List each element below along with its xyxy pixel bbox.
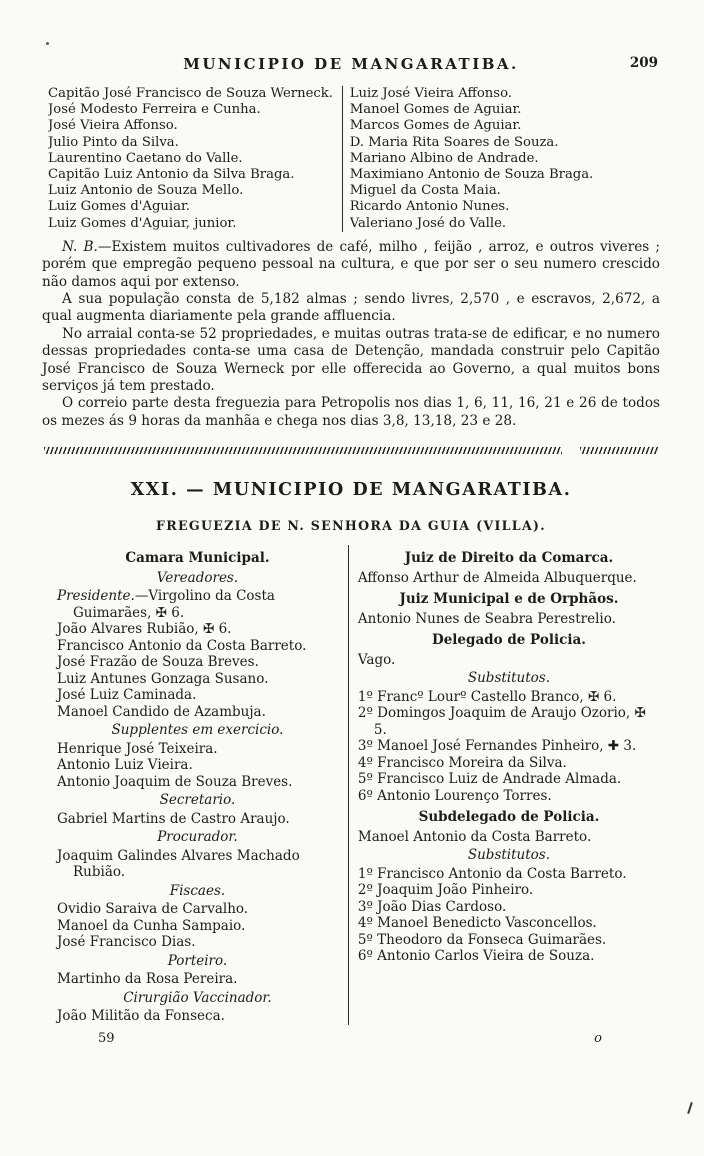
list-item: José Francisco Dias.: [57, 934, 196, 951]
heading: Subdelegado de Policia.: [418, 809, 600, 826]
paragraph: A sua população consta de 5,182 almas ; sendo livres, 2,570 , e escravos, 2,672, a qual augmenta diariamente pela grande affluencia.: [42, 291, 660, 325]
list-item: 2º Domingos Joaquim de Araujo Ozorio, ✠ 5.: [357, 705, 646, 738]
list-item: Manoel da Cunha Sampaio.: [57, 917, 246, 934]
subheading: Fiscaes.: [169, 882, 226, 899]
section-title: XXI. — MUNICIPIO DE MANGARATIBA.: [130, 480, 572, 501]
section-subtitle: FREGUEZIA DE N. SENHORA DA GUIA (VILLA).: [156, 518, 546, 534]
list-item: Capitão Luiz Antonio da Silva Braga.: [48, 167, 295, 183]
list-item: Martinho da Rosa Pereira.: [57, 971, 238, 988]
list-item: Joaquim Galindes Alvares Machado Rubião.: [57, 847, 300, 881]
page-number: 209: [629, 55, 658, 71]
running-title: MUNICIPIO DE MANGARATIBA.: [183, 55, 519, 73]
list-item: Presidente.—Virgolino da Costa Guimarães, ✠ 6.: [57, 588, 275, 621]
subheading: Substitutos.: [467, 847, 551, 864]
directory-columns: [42, 545, 660, 1025]
list-item: Luiz Antunes Gonzaga Susano.: [57, 670, 269, 687]
italic-lead: Presidente.: [57, 588, 135, 605]
list-item: Affonso Arthur de Almeida Albuquerque.: [357, 569, 637, 586]
top-list-right: [342, 86, 660, 232]
column-left: [42, 545, 348, 1025]
body-paragraphs: [42, 239, 660, 430]
subheading: Cirurgião Vaccinador.: [123, 989, 272, 1006]
list-item: Luiz Antonio de Souza Mello.: [48, 183, 244, 199]
list-item: Miguel da Costa Maia.: [349, 183, 501, 199]
list-item: Antonio Nunes de Seabra Perestrelio.: [357, 610, 616, 627]
list-item: 6º Antonio Lourenço Torres.: [357, 787, 552, 804]
subheading: Porteiro.: [167, 952, 228, 969]
paragraph: O correio parte desta freguezia para Petropolis nos dias 1, 6, 11, 16, 21 e 26 de todos os mezes ás 9 horas da manhãa e chega nos dias 3,8, 13,18, 23 e 28.: [42, 395, 660, 429]
list-item: Henrique José Teixeira.: [57, 740, 218, 757]
list-item: 5º Theodoro da Fonseca Guimarães.: [357, 931, 607, 948]
list-item: Julio Pinto da Silva.: [48, 134, 179, 150]
list-item: João Militão da Fonseca.: [57, 1008, 225, 1025]
list-item: Luiz Gomes d'Aguiar, junior.: [48, 215, 237, 231]
list-item: João Alvares Rubião, ✠ 6.: [57, 621, 232, 638]
list-item: 5º Francisco Luiz de Andrade Almada.: [357, 771, 622, 788]
subheading: Supplentes em exercicio.: [111, 722, 284, 739]
list-item: Maximiano Antonio de Souza Braga.: [349, 167, 594, 183]
list-item: Luiz José Vieira Affonso.: [349, 86, 512, 101]
list-item: Marcos Gomes de Aguiar.: [349, 118, 522, 134]
list-item: Vago.: [357, 651, 396, 668]
list-item: Antonio Joaquim de Souza Breves.: [57, 773, 293, 790]
list-item: Ovidio Saraiva de Carvalho.: [57, 901, 249, 918]
list-item: Manoel Antonio da Costa Barreto.: [357, 828, 592, 845]
residents-list: [42, 86, 660, 232]
divider-squiggle-short: [580, 447, 658, 454]
column-right: [348, 545, 660, 1025]
list-item: José Frazão de Souza Breves.: [57, 654, 259, 671]
subheading: Vereadores.: [156, 569, 239, 586]
list-item: Capitão José Francisco de Souza Werneck.: [48, 86, 333, 101]
list-item: D. Maria Rita Soares de Souza.: [349, 134, 559, 150]
list-item: Francisco Antonio da Costa Barreto.: [57, 637, 307, 654]
list-item: José Modesto Ferreira e Cunha.: [48, 102, 261, 118]
list-item: Antonio Luiz Vieira.: [57, 757, 193, 774]
catchword: o: [594, 1030, 602, 1046]
italic-lead: N. B.: [62, 238, 98, 255]
subheading: Secretario.: [159, 792, 236, 809]
heading: Juiz de Direito da Comarca.: [404, 550, 614, 567]
list-item: 1º Francº Lourº Castello Branco, ✠ 6.: [357, 688, 617, 705]
section-divider: [44, 447, 658, 454]
list-item: 6º Antonio Carlos Vieira de Souza.: [357, 948, 595, 965]
list-item: Manoel Gomes de Aguiar.: [349, 102, 522, 118]
list-item: José Vieira Affonso.: [48, 118, 178, 134]
heading: Juiz Municipal e de Orphãos.: [399, 591, 619, 608]
list-item: José Luiz Caminada.: [57, 687, 197, 704]
top-list-left: [42, 86, 342, 232]
list-item: 2º Joaquim João Pinheiro.: [357, 882, 534, 899]
list-item: 1º Francisco Antonio da Costa Barreto.: [357, 865, 627, 882]
paragraph: N. B.—Existem muitos cultivadores de café, milho , feijão , arroz, e outros viveres ; porém que empregão pequeno pessoal na cultura, e que por ser o seu numero crescido não damos aqui por extenso.: [42, 238, 661, 290]
list-item: 3º João Dias Cardoso.: [357, 898, 507, 915]
list-item: Luiz Gomes d'Aguiar.: [48, 199, 191, 215]
scan-speck-slash: [687, 1102, 693, 1114]
list-item: Laurentino Caetano do Valle.: [48, 150, 243, 166]
list-item: Manoel Candido de Azambuja.: [57, 703, 266, 720]
subheading: Procurador.: [157, 829, 238, 846]
page-header: [42, 54, 660, 76]
subheading: Substitutos.: [467, 670, 551, 687]
list-item: Mariano Albino de Andrade.: [349, 150, 539, 166]
paragraph: No arraial conta-se 52 propriedades, e muitas outras trata-se de edificar, e no numero dessas propriedades conta-se uma casa de Detenção, mandada construir pelo Capitão José Francisco de Souza Werneck por elle offerecida ao Governo, a qual muitos bons serviços já tem prestado.: [42, 325, 660, 395]
heading: Camara Municipal.: [125, 550, 270, 567]
signature-number: 59: [98, 1030, 115, 1046]
list-item: 4º Manoel Benedicto Vasconcellos.: [357, 915, 597, 932]
list-item: 4º Francisco Moreira da Silva.: [357, 754, 567, 771]
list-item: Ricardo Antonio Nunes.: [349, 199, 510, 215]
divider-squiggle-long: [44, 447, 562, 454]
list-item: 3º Manoel José Fernandes Pinheiro, ✚ 3.: [357, 738, 637, 755]
list-item: Valeriano José do Valle.: [349, 215, 507, 231]
list-item: Gabriel Martins de Castro Araujo.: [57, 810, 290, 827]
heading: Delegado de Policia.: [431, 632, 586, 649]
scan-speck-dot: [46, 42, 49, 45]
page-footer: [42, 1031, 660, 1046]
